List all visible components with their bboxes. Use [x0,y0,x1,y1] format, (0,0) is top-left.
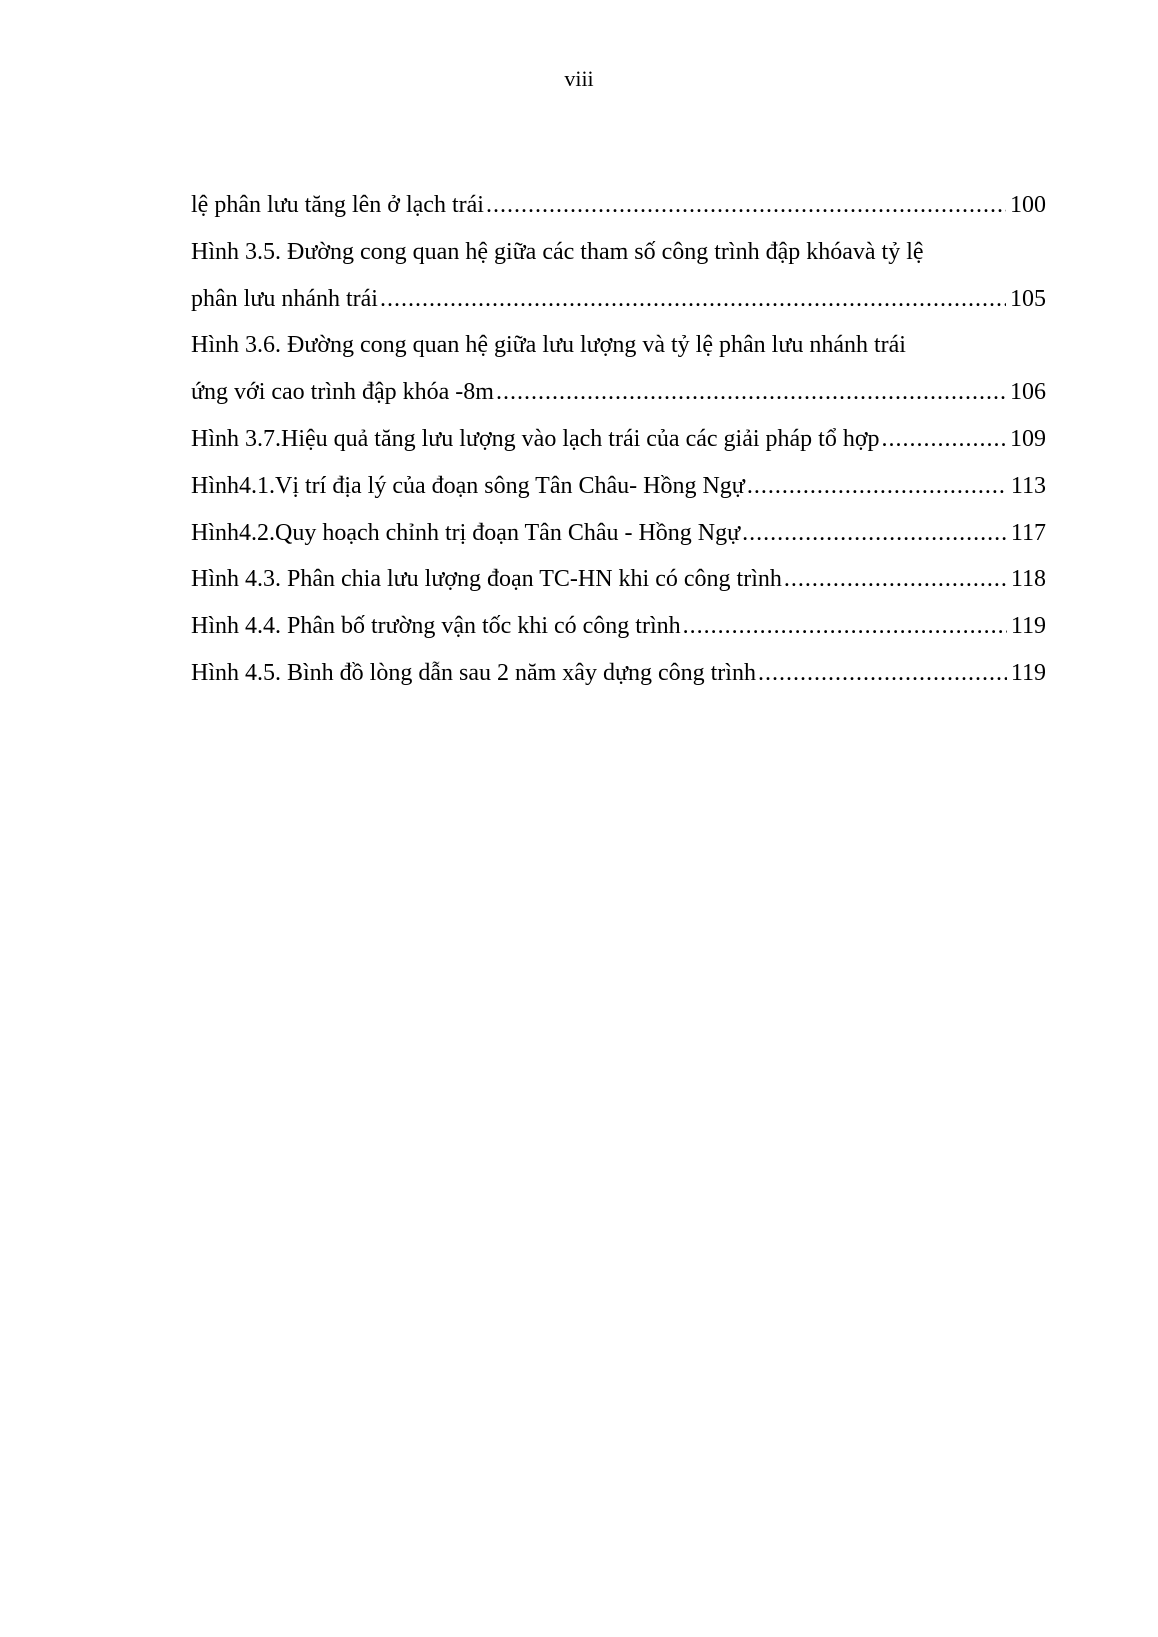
toc-entry-text: Hình 4.4. Phân bố trường vận tốc khi có công trình [191,613,681,640]
toc-entry-page: 105 [1010,285,1046,312]
toc-entry-page: 113 [1010,472,1046,499]
toc-entry-page: 117 [1010,519,1046,546]
table-of-figures [191,182,1046,697]
toc-leader-dots [758,650,1007,697]
toc-entry-page: 118 [1010,566,1046,593]
toc-leader-dots [380,276,1006,323]
toc-entry-text: Hình 3.7.Hiệu quả tăng lưu lượng vào lạch trái của các giải pháp tổ hợp [191,425,880,452]
toc-entry [191,603,1046,650]
toc-entry [191,369,1046,416]
toc-entry-page: 106 [1010,379,1046,406]
toc-entry-text: Hình 4.3. Phân chia lưu lượng đoạn TC-HN khi có công trình [191,566,782,593]
toc-entry-text: Hình 3.5. Đường cong quan hệ giữa các tham số công trình đập khóavà tỷ lệ [191,238,924,265]
toc-leader-dots [882,416,1006,463]
toc-leader-dots [683,603,1007,650]
toc-entry-text: lệ phân lưu tăng lên ở lạch trái [191,192,484,218]
toc-leader-dots [486,182,1006,229]
toc-leader-dots [496,369,1006,416]
toc-entry-page: 119 [1010,659,1046,686]
toc-entry-text: ứng với cao trình đập khóa -8m [191,379,494,406]
toc-entry [191,556,1046,603]
toc-entry [191,322,1046,369]
toc-entry [191,463,1046,510]
toc-entry [191,650,1046,697]
toc-entry [191,229,1046,276]
toc-entry-page: 109 [1010,425,1046,452]
toc-leader-dots [742,510,1007,557]
toc-entry-page: 100 [1010,192,1046,218]
toc-leader-dots [747,463,1007,510]
toc-entry-text: Hình4.1.Vị trí địa lý của đoạn sông Tân Châu- Hồng Ngự [191,472,745,499]
toc-entry [191,182,1046,229]
toc-entry-text: Hình 3.6. Đường cong quan hệ giữa lưu lượng và tỷ lệ phân lưu nhánh trái [191,332,906,359]
toc-entry-page: 119 [1010,613,1046,640]
toc-entry [191,510,1046,557]
toc-entry [191,416,1046,463]
toc-entry [191,276,1046,323]
toc-leader-dots [784,556,1007,603]
toc-entry-text: phân lưu nhánh trái [191,285,378,312]
toc-entry-text: Hình 4.5. Bình đồ lòng dẫn sau 2 năm xây dựng công trình [191,659,756,686]
page-number: viii [564,66,594,91]
toc-entry-text: Hình4.2.Quy hoạch chỉnh trị đoạn Tân Châu - Hồng Ngự [191,519,741,546]
